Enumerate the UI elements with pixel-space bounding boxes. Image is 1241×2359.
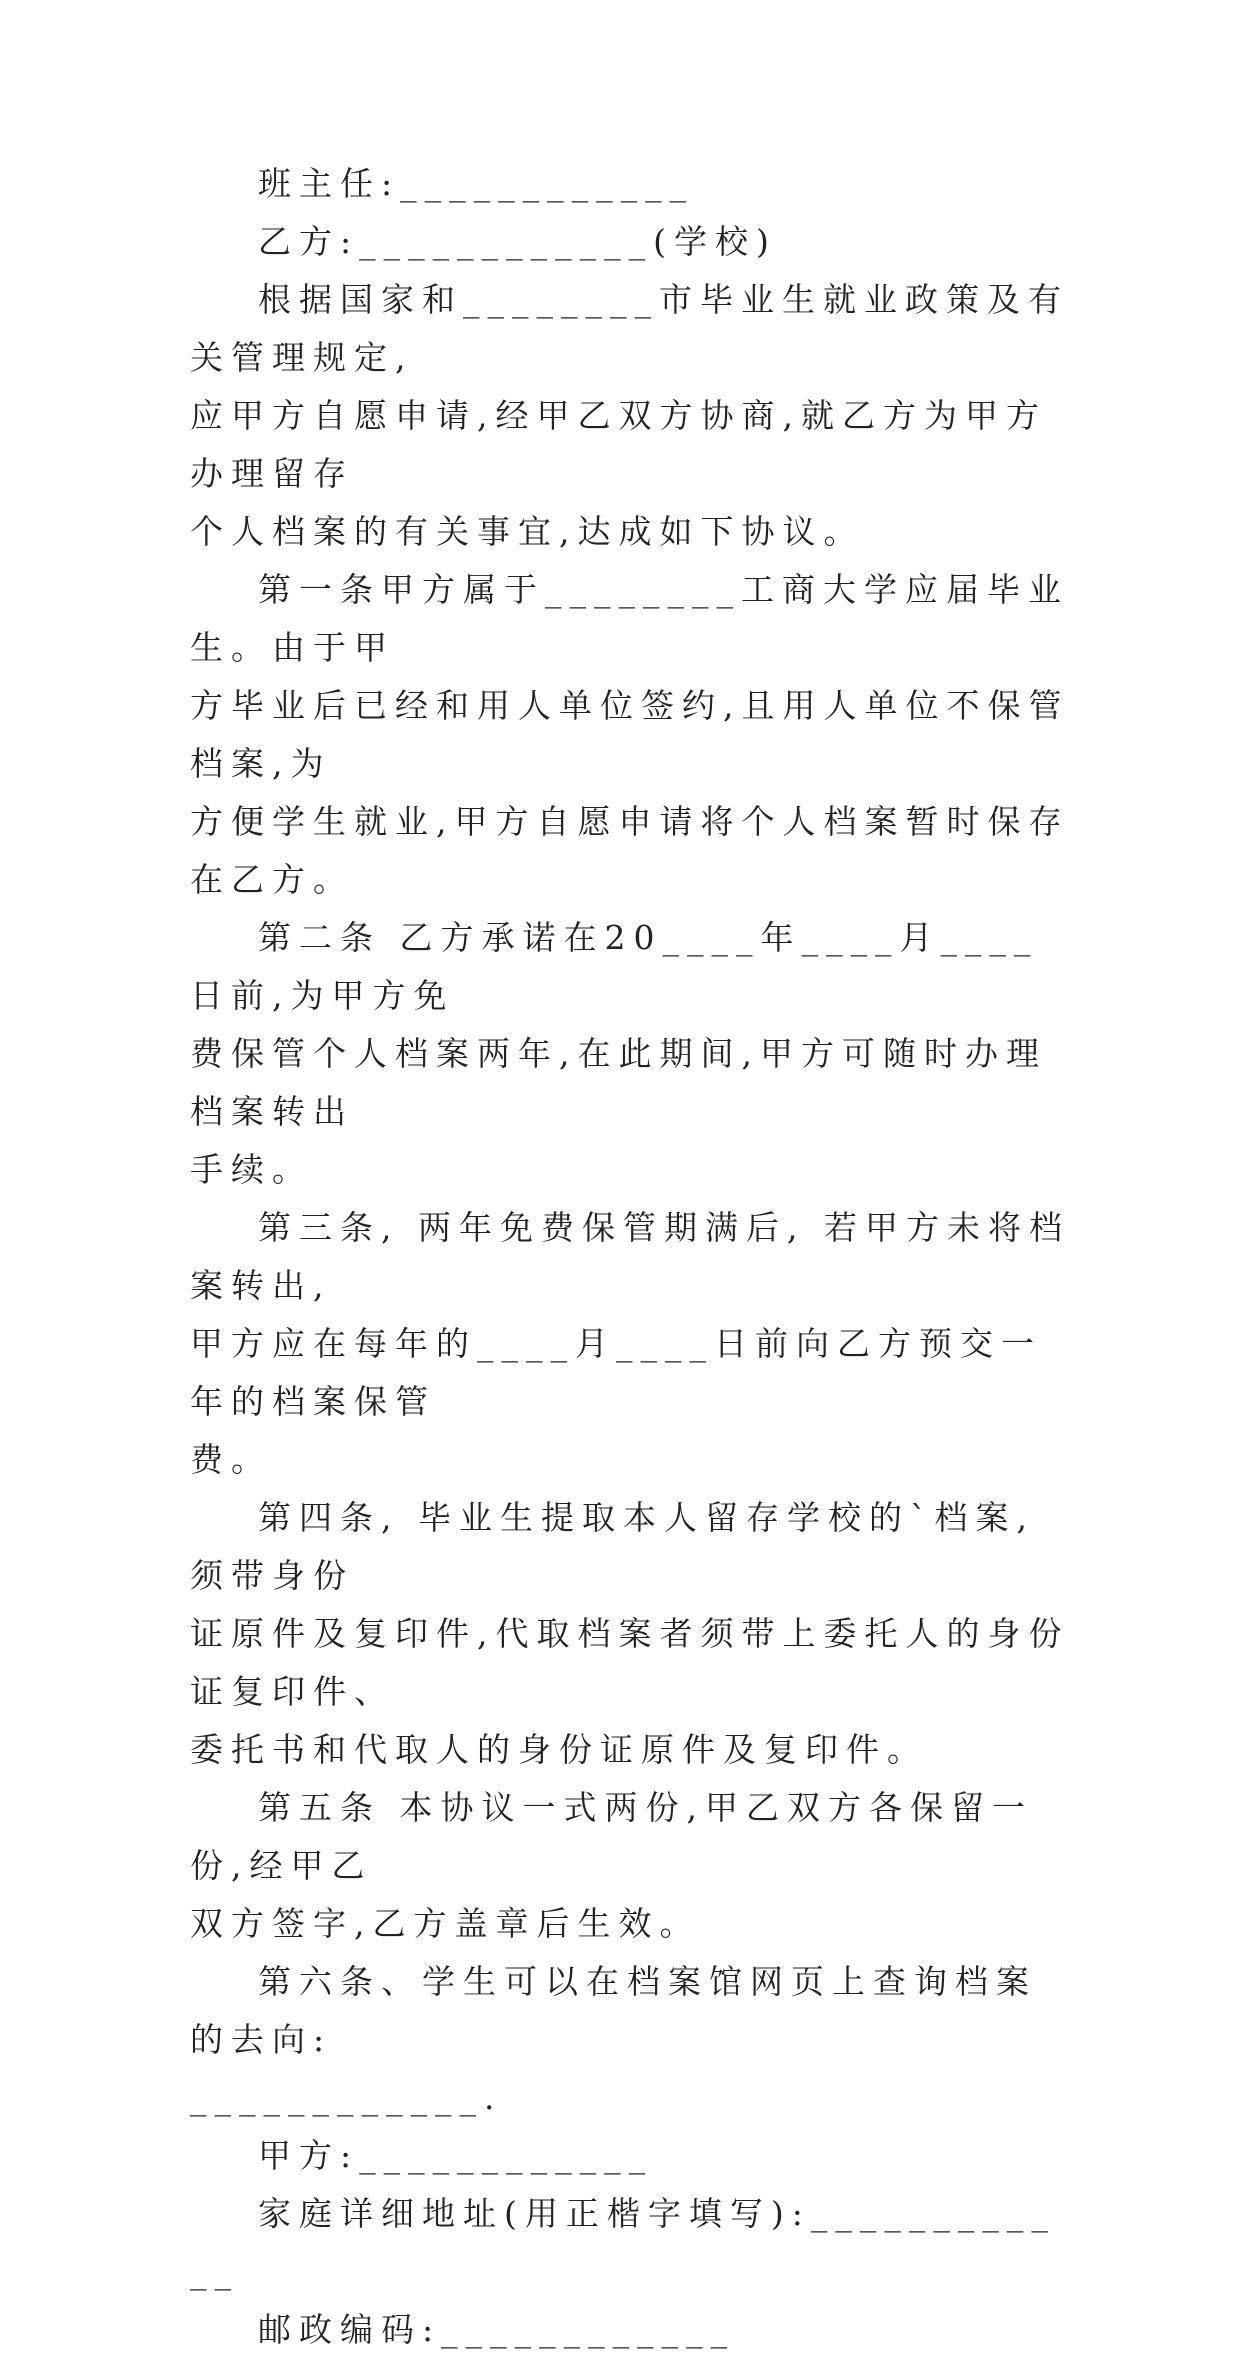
party-b-line: 乙方:____________(学校) (258, 222, 777, 261)
article-4-line-3: 委托书和代取人的身份证原件及复印件。 (190, 1730, 928, 1769)
article-1-line-1: 第一条甲方属于________工商大学应届毕业生。由于甲 (190, 570, 1069, 667)
article-5-line-1: 第五条 本协议一式两份,甲乙双方各保留一份,经甲乙 (190, 1788, 1033, 1885)
home-address-line: 家庭详细地址(用正楷字填写):____________ (190, 2194, 1056, 2291)
article-6-line-1: 第六条、学生可以在档案馆网页上查询档案的去向: (190, 1962, 1037, 2059)
article-3-line-1: 第三条, 两年免费保管期满后, 若甲方未将档案转出, (190, 1208, 1070, 1305)
preamble-line-2: 应甲方自愿申请,经甲乙双方协商,就乙方为甲方办理留存 (190, 396, 1047, 493)
article-1-line-3: 方便学生就业,甲方自愿申请将个人档案暂时保存在乙方。 (190, 802, 1070, 899)
article-3-line-3: 费。 (190, 1440, 272, 1479)
preamble-line-3: 个人档案的有关事宜,达成如下协议。 (190, 512, 865, 551)
article-4-line-2: 证原件及复印件,代取档案者须带上委托人的身份证复印件、 (190, 1614, 1070, 1711)
article-2-line-2: 费保管个人档案两年,在此期间,甲方可随时办理档案转出 (190, 1034, 1047, 1131)
party-a-line: 甲方:____________ (258, 2136, 654, 2175)
article-3-line-2: 甲方应在每年的____月____日前向乙方预交一年的档案保管 (190, 1324, 1042, 1421)
class-teacher-line: 班主任:____________ (258, 164, 695, 203)
agreement-body (190, 155, 1070, 2359)
postal-code-line: 邮政编码:____________ (258, 2310, 736, 2349)
preamble-line-1: 根据国家和________市毕业生就业政策及有关管理规定, (190, 280, 1069, 377)
article-5-line-2: 双方签字,乙方盖章后生效。 (190, 1904, 701, 1943)
article-4-line-1: 第四条, 毕业生提取本人留存学校的`档案, 须带身份 (190, 1498, 1054, 1595)
article-2-line-3: 手续。 (190, 1150, 313, 1189)
article-1-line-2: 方毕业后已经和用人单位签约,且用人单位不保管档案,为 (190, 686, 1070, 783)
article-6-line-2: ____________. (190, 2078, 503, 2117)
article-2-line-1: 第二条 乙方承诺在20____年____月____日前,为甲方免 (190, 918, 1039, 1015)
